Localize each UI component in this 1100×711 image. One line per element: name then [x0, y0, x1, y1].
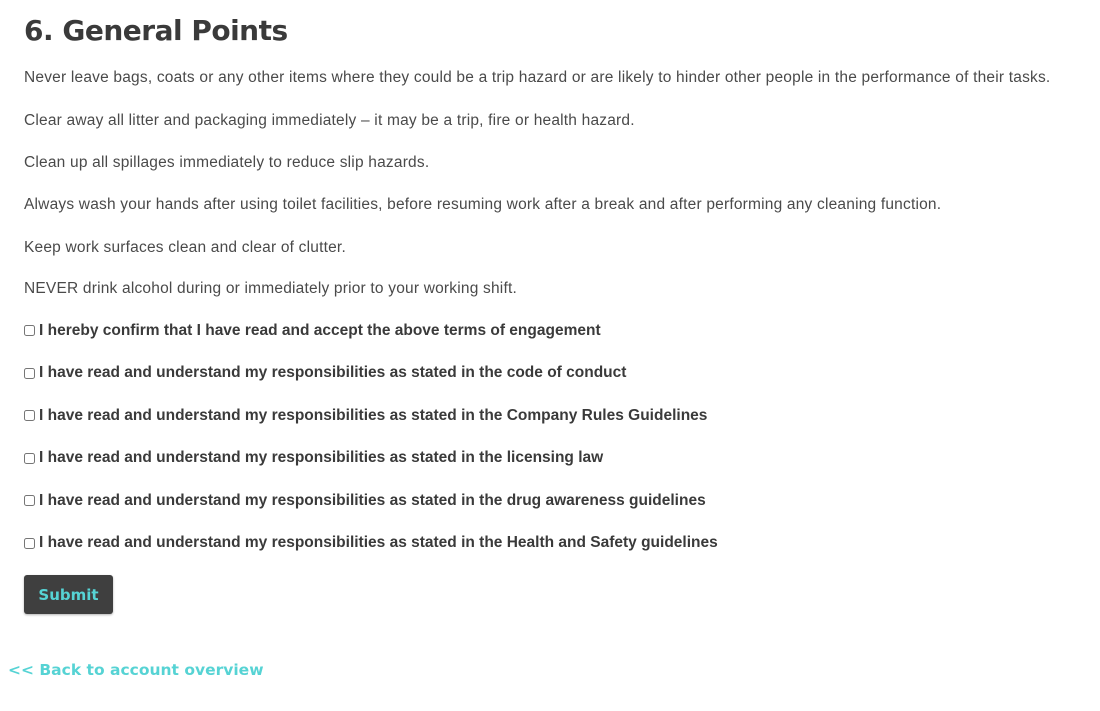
paragraph-wash-hands: Always wash your hands after using toilet facilities, before resuming work after a break and after performing any cleaning function.: [24, 196, 942, 213]
checkbox-label: I have read and understand my responsibilities as stated in the Health and Safety guidelines: [39, 534, 718, 551]
paragraph-trip-hazard: Never leave bags, coats or any other items where they could be a trip hazard or are likely to hinder other people in the performance of their tasks.: [24, 69, 1051, 86]
paragraph-work-surfaces: Keep work surfaces clean and clear of clutter.: [24, 239, 346, 256]
paragraph-alcohol: NEVER drink alcohol during or immediately prior to your working shift.: [24, 280, 517, 297]
terms-checkbox[interactable]: [24, 325, 35, 336]
checkbox-label: I have read and understand my responsibilities as stated in the drug awareness guidelines: [39, 491, 706, 509]
code-of-conduct-checkbox[interactable]: [24, 368, 35, 379]
checkbox-label: I hereby confirm that I have read and accept the above terms of engagement: [39, 321, 601, 339]
back-to-account-overview-link[interactable]: << Back to account overview: [8, 661, 264, 679]
checkbox-row-drug-awareness[interactable]: [24, 490, 1074, 511]
paragraph-spillages: Clean up all spillages immediately to reduce slip hazards.: [24, 154, 430, 171]
licensing-law-checkbox[interactable]: [24, 453, 35, 464]
checkbox-row-health-safety[interactable]: [24, 533, 1074, 554]
paragraph-litter: Clear away all litter and packaging immediately – it may be a trip, fire or health hazard.: [24, 112, 635, 129]
checkbox-row-terms[interactable]: [24, 320, 1074, 341]
checkbox-row-licensing-law[interactable]: [24, 448, 1074, 469]
checkbox-label: I have read and understand my responsibilities as stated in the Company Rules Guidelines: [39, 406, 708, 424]
submit-button[interactable]: Submit: [24, 575, 113, 614]
checkbox-label: I have read and understand my responsibilities as stated in the code of conduct: [39, 364, 627, 381]
health-safety-checkbox[interactable]: [24, 538, 35, 549]
general-points-section: [24, 0, 1074, 614]
checkbox-row-company-rules[interactable]: [24, 405, 1074, 426]
section-title: 6. General Points: [24, 14, 288, 47]
company-rules-checkbox[interactable]: [24, 410, 35, 421]
checkbox-row-code-of-conduct[interactable]: [24, 363, 1074, 384]
drug-awareness-checkbox[interactable]: [24, 495, 35, 506]
confirmation-checkbox-list: [24, 320, 1074, 554]
checkbox-label: I have read and understand my responsibilities as stated in the licensing law: [39, 449, 604, 466]
